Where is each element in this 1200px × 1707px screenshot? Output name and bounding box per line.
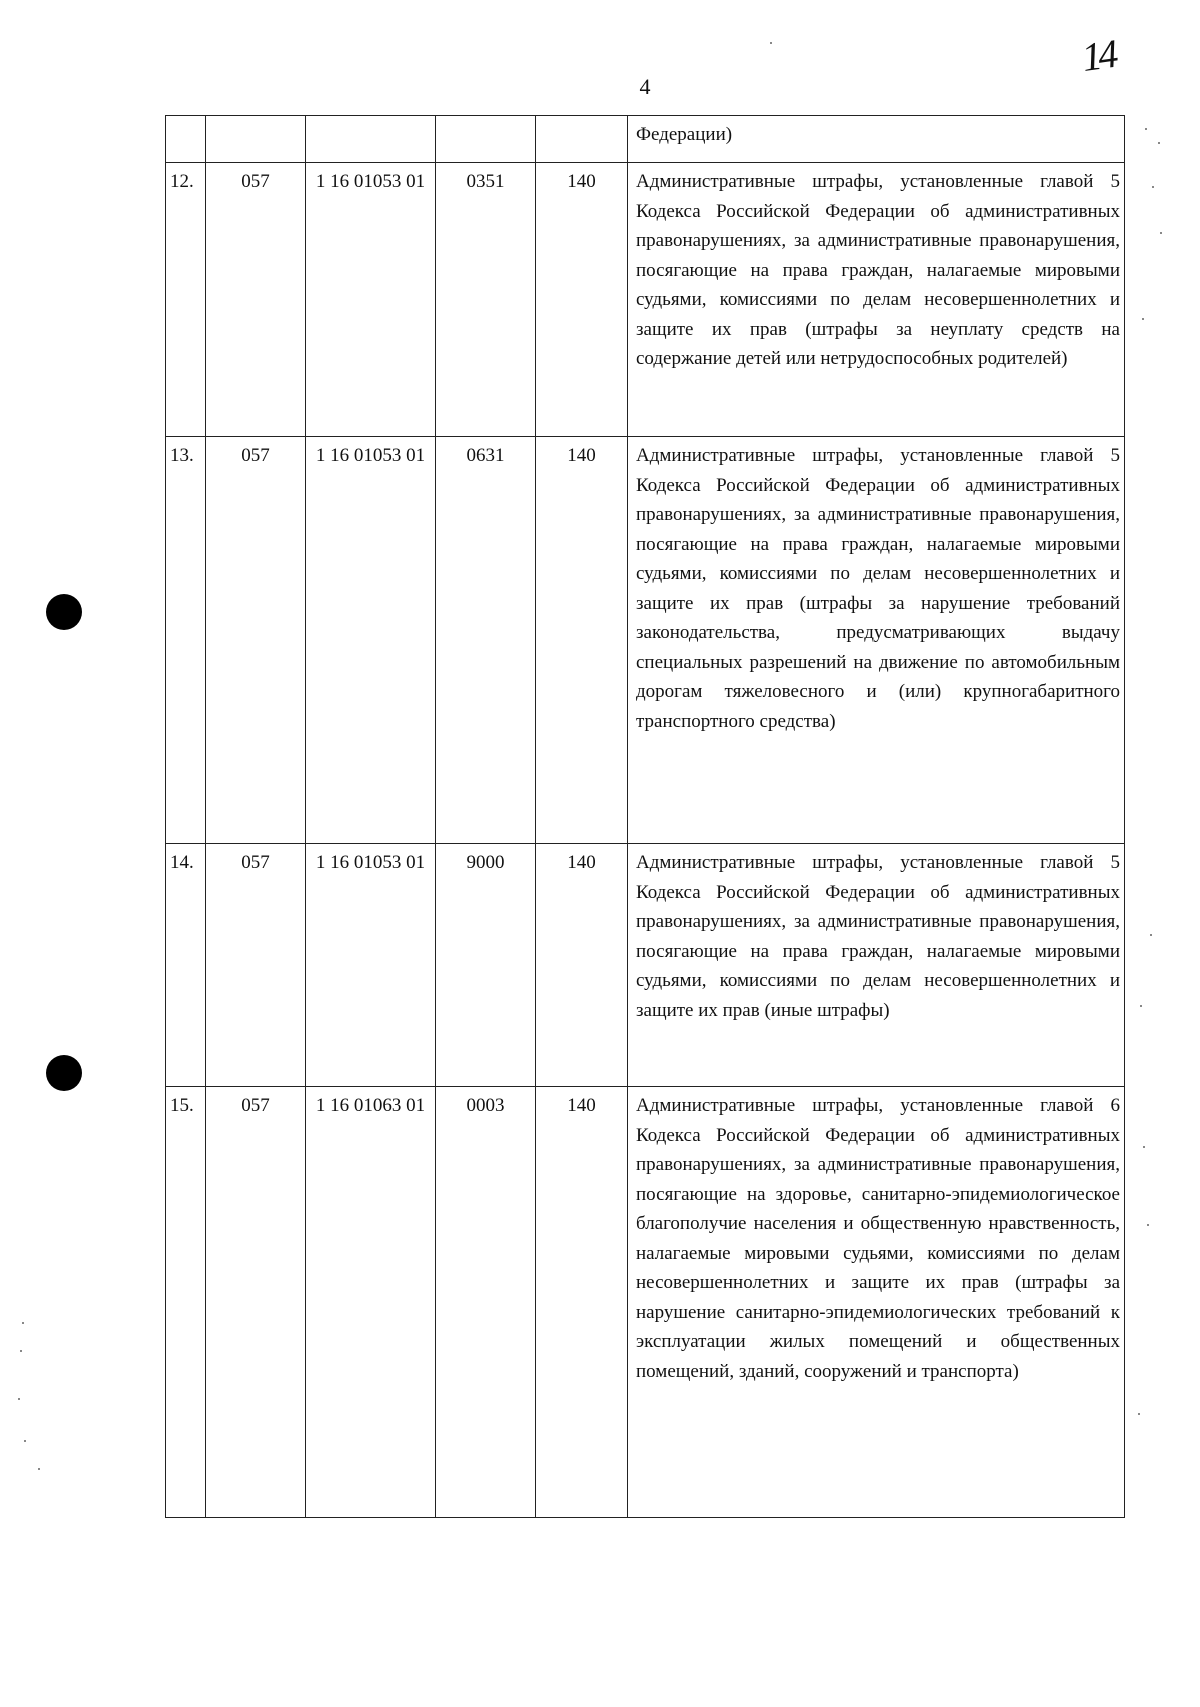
row-number-cell: 12. — [166, 163, 206, 437]
classification-code-cell: 140 — [536, 1087, 628, 1518]
scan-speck — [1145, 128, 1147, 130]
subtype-code-cell — [436, 116, 536, 163]
scan-speck — [18, 1398, 20, 1400]
table-row — [166, 1087, 1125, 1518]
classification-code-cell — [536, 116, 628, 163]
budget-code-cell: 1 16 01063 01 — [306, 1087, 436, 1518]
handwritten-page-number: 14 — [1079, 30, 1117, 81]
description-cell: Административные штрафы, установленные главой 5 Кодекса Российской Федерации об административных правонарушениях, за административные правонарушения, посягающие на права граждан, налагаемые мировыми судьями, комиссиями по делам несовершеннолетних и защите их прав (штрафы за неуплату средств на содержание детей или нетрудоспособных родителей) — [628, 163, 1125, 437]
admin-code-cell: 057 — [206, 437, 306, 844]
description-cell: Административные штрафы, установленные главой 5 Кодекса Российской Федерации об административных правонарушениях, за административные правонарушения, посягающие на права граждан, налагаемые мировыми судьями, комиссиями по делам несовершеннолетних и защите их прав (штрафы за нарушение требований законодательства, предусматривающих выдачу специальных разрешений на движение по автомобильным дорогам тяжеловесного и (или) крупногабаритного транспортного средства) — [628, 437, 1125, 844]
scan-speck — [1150, 934, 1152, 936]
page-number: 4 — [639, 74, 651, 99]
table-row-continuation — [166, 116, 1125, 163]
table-row — [166, 437, 1125, 844]
description-cell: Административные штрафы, установленные главой 5 Кодекса Российской Федерации об административных правонарушениях, за административные правонарушения, посягающие на права граждан, налагаемые мировыми судьями, комиссиями по делам несовершеннолетних и защите их прав (иные штрафы) — [628, 844, 1125, 1087]
subtype-code-cell: 0003 — [436, 1087, 536, 1518]
budget-code-cell: 1 16 01053 01 — [306, 844, 436, 1087]
scan-speck — [1140, 1005, 1142, 1007]
subtype-code-cell: 9000 — [436, 844, 536, 1087]
scan-speck — [1158, 142, 1160, 144]
budget-codes-table — [165, 115, 1125, 1518]
description-cell: Административные штрафы, установленные главой 6 Кодекса Российской Федерации об административных правонарушениях, за административные правонарушения, посягающие на здоровье, санитарно-эпидемиологическое благополучие населения и общественную нравственность, налагаемые мировыми судьями, комиссиями по делам несовершеннолетних и защите их прав (штрафы за нарушение санитарно-эпидемиологических требований к эксплуатации жилых помещений и общественных помещений, зданий, сооружений и транспорта) — [628, 1087, 1125, 1518]
scan-speck — [1143, 1146, 1145, 1148]
punch-hole — [46, 594, 82, 630]
admin-code-cell — [206, 116, 306, 163]
description-cell: Федерации) — [628, 116, 1125, 163]
row-number-cell: 15. — [166, 1087, 206, 1518]
scan-speck — [1160, 232, 1162, 234]
budget-code-cell: 1 16 01053 01 — [306, 163, 436, 437]
scan-speck — [22, 1322, 24, 1324]
punch-hole — [46, 1055, 82, 1091]
scan-speck — [1152, 186, 1154, 188]
scan-speck — [1138, 1413, 1140, 1415]
classification-code-cell: 140 — [536, 163, 628, 437]
row-number-cell — [166, 116, 206, 163]
scan-speck — [770, 42, 772, 44]
scan-speck — [38, 1468, 40, 1470]
classification-code-cell: 140 — [536, 437, 628, 844]
row-number-cell: 13. — [166, 437, 206, 844]
table-row — [166, 163, 1125, 437]
subtype-code-cell: 0631 — [436, 437, 536, 844]
budget-code-cell: 1 16 01053 01 — [306, 437, 436, 844]
admin-code-cell: 057 — [206, 844, 306, 1087]
row-number-cell: 14. — [166, 844, 206, 1087]
budget-code-cell — [306, 116, 436, 163]
scan-speck — [1147, 1224, 1149, 1226]
scan-speck — [1142, 318, 1144, 320]
subtype-code-cell: 0351 — [436, 163, 536, 437]
scan-speck — [24, 1440, 26, 1442]
classification-code-cell: 140 — [536, 844, 628, 1087]
admin-code-cell: 057 — [206, 1087, 306, 1518]
table-row — [166, 844, 1125, 1087]
scan-speck — [20, 1350, 22, 1352]
admin-code-cell: 057 — [206, 163, 306, 437]
